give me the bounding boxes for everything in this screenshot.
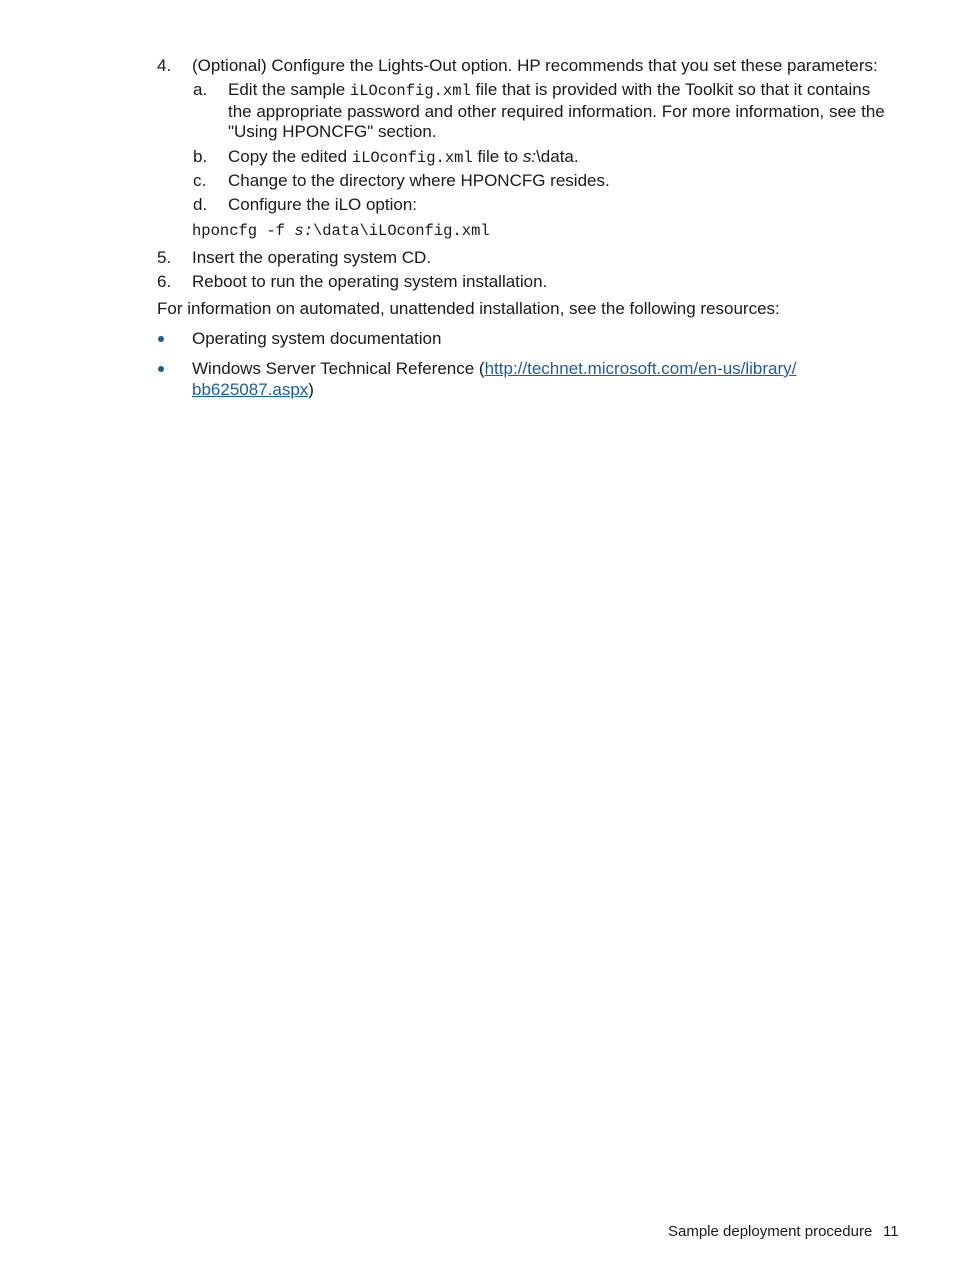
code-filename: iLOconfig.xml <box>349 82 471 100</box>
bullet-icon <box>158 336 164 342</box>
drive-letter: s: <box>294 222 313 240</box>
step-number: 4. <box>157 56 172 75</box>
code-filename: iLOconfig.xml <box>351 149 473 167</box>
command-text: \data\iLOconfig.xml <box>312 222 490 240</box>
info-paragraph: For information on automated, unattended installation, see the following resources: <box>157 299 780 318</box>
footer-section-title: Sample deployment procedure <box>668 1223 873 1240</box>
step-text: (Optional) Configure the Lights-Out option. HP recommends that you set these parameters: <box>192 56 878 75</box>
substep-line-2: the appropriate password and other required information. For more information, see the <box>228 102 885 121</box>
substep-letter: d. <box>193 195 208 214</box>
step-number: 6. <box>157 272 172 291</box>
technet-link-continued[interactable]: bb625087.aspx <box>192 380 309 399</box>
page-number: 11 <box>883 1223 899 1240</box>
command-line <box>192 222 490 240</box>
resource-text: ) <box>308 380 314 399</box>
substep-text: Copy the edited <box>228 147 352 166</box>
command-text: hponcfg -f <box>192 222 295 240</box>
technet-link[interactable]: http://technet.microsoft.com/en-us/library/ <box>484 359 797 378</box>
substep-line <box>228 147 579 167</box>
substep-text: Edit the sample <box>228 80 350 99</box>
substep-text: Configure the iLO option: <box>228 195 418 214</box>
substep-text: file that is provided with the Toolkit so that it contains <box>470 80 871 99</box>
substep-letter: b. <box>193 147 208 166</box>
resource-line-2 <box>192 380 314 400</box>
substep-text: Change to the directory where HPONCFG resides. <box>228 171 610 190</box>
substep-text: \data. <box>536 147 579 166</box>
resource-text: Operating system documentation <box>192 329 442 348</box>
step-text: Insert the operating system CD. <box>192 248 432 267</box>
step-number: 5. <box>157 248 172 267</box>
substep-letter: a. <box>193 80 208 99</box>
resource-text: Windows Server Technical Reference ( <box>192 359 485 378</box>
bullet-icon <box>158 366 164 372</box>
substep-line-1 <box>228 80 870 100</box>
substep-line-3: "Using HPONCFG" section. <box>228 122 437 141</box>
substep-letter: c. <box>193 171 207 190</box>
resource-line-1 <box>192 359 796 379</box>
step-text: Reboot to run the operating system installation. <box>192 272 548 291</box>
drive-letter: s: <box>522 147 537 166</box>
substep-text: file to <box>472 147 523 166</box>
